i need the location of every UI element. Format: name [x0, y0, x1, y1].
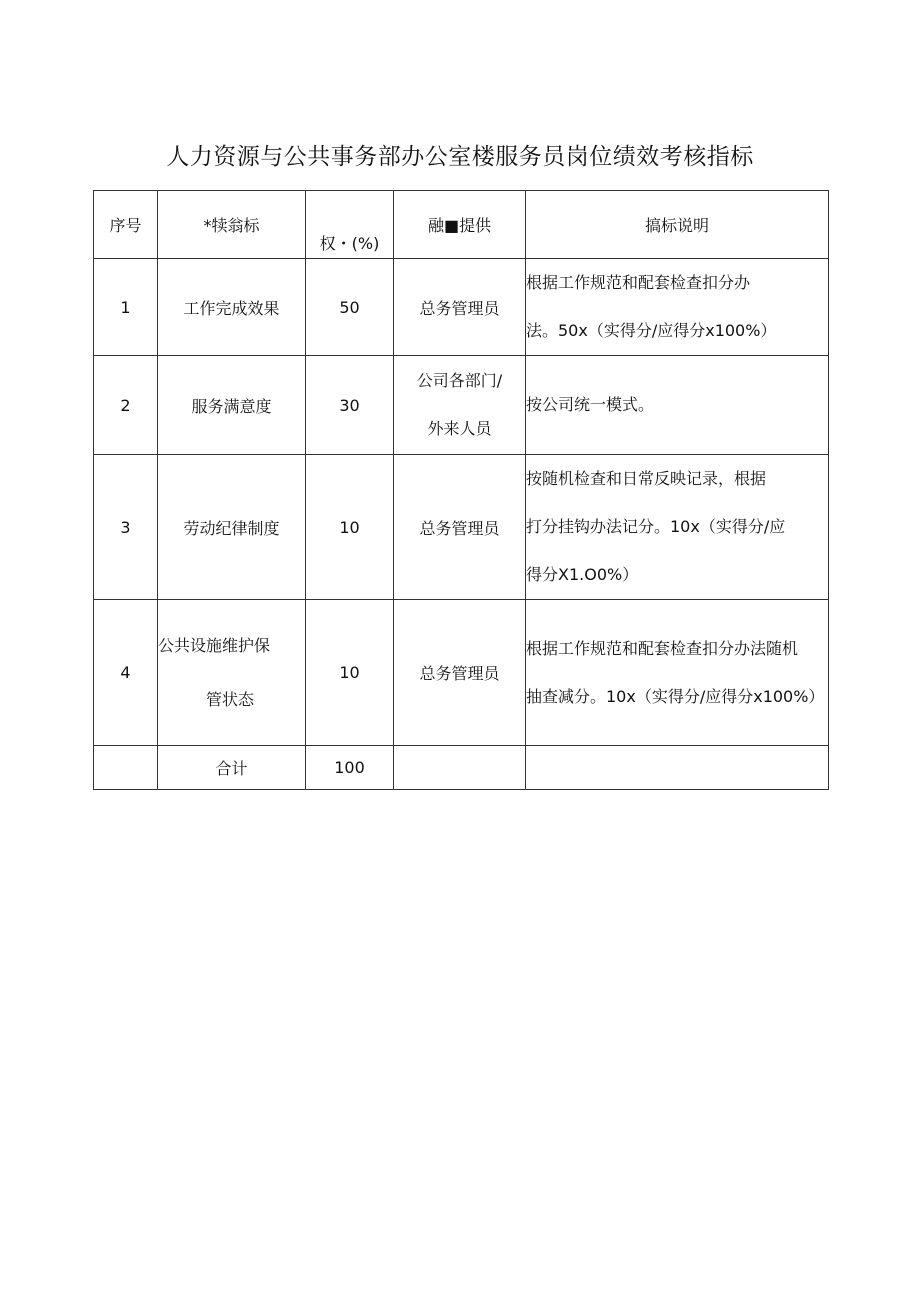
row-description	[526, 600, 829, 746]
row-weight: 10	[306, 455, 394, 600]
table-row	[94, 600, 829, 746]
row-seq: 4	[94, 600, 158, 746]
row-indicator: 工作完成效果	[158, 259, 306, 356]
table-row	[94, 356, 829, 455]
row-weight: 10	[306, 600, 394, 746]
row-indicator: 服务满意度	[158, 356, 306, 455]
total-seq-empty	[94, 746, 158, 790]
row-description	[526, 259, 829, 356]
row-source	[394, 259, 526, 356]
row-indicator: 劳动纪律制度	[158, 455, 306, 600]
table-row	[94, 455, 829, 600]
table-header-row	[94, 191, 829, 259]
total-description-empty	[526, 746, 829, 790]
row-source	[394, 356, 526, 455]
source-line: 外来人员	[427, 419, 492, 438]
description-line: 根据工作规范和配套检查扣分办法随机	[526, 638, 799, 658]
total-label: 合计	[158, 746, 306, 790]
indicator-line: 管状态	[206, 689, 255, 709]
source-line: 总务管理员	[419, 298, 500, 318]
description-line: 得分X1.O0%）	[526, 565, 639, 584]
row-seq: 1	[94, 259, 158, 356]
header-description: 搞标说明	[526, 191, 829, 259]
kpi-table	[93, 190, 829, 790]
row-weight: 50	[306, 259, 394, 356]
header-seq: 序号	[94, 191, 158, 259]
row-weight: 30	[306, 356, 394, 455]
header-source: 融■提供	[394, 191, 526, 259]
description-line: 按公司统一模式。	[526, 395, 655, 414]
total-source-empty	[394, 746, 526, 790]
source-line: 总务管理员	[419, 518, 500, 538]
row-description	[526, 455, 829, 600]
row-source	[394, 455, 526, 600]
description-line: 打分挂钩办法记分。10x（实得分/应	[526, 517, 786, 536]
table-row	[94, 259, 829, 356]
header-weight: 权・(%)	[306, 191, 394, 259]
indicator-line: 公共设施维护保	[158, 635, 271, 655]
row-seq: 2	[94, 356, 158, 455]
total-weight: 100	[306, 746, 394, 790]
document-title: 人力资源与公共事务部办公室楼服务员岗位绩效考核指标	[166, 144, 754, 170]
description-line: 抽查减分。10x（实得分/应得分x100%）	[526, 686, 825, 706]
row-description	[526, 356, 829, 455]
row-seq: 3	[94, 455, 158, 600]
table-total-row	[94, 746, 829, 790]
source-line: 公司各部门/	[416, 371, 503, 390]
source-line: 总务管理员	[419, 664, 500, 683]
description-line: 法。50x（实得分/应得分x100%）	[526, 321, 777, 340]
description-line: 按随机检查和日常反映记录，根据	[526, 469, 767, 488]
header-indicator: *犊翁标	[158, 191, 306, 259]
row-indicator	[158, 600, 306, 746]
description-line: 根据工作规范和配套检查扣分办	[526, 273, 751, 292]
row-source	[394, 600, 526, 746]
